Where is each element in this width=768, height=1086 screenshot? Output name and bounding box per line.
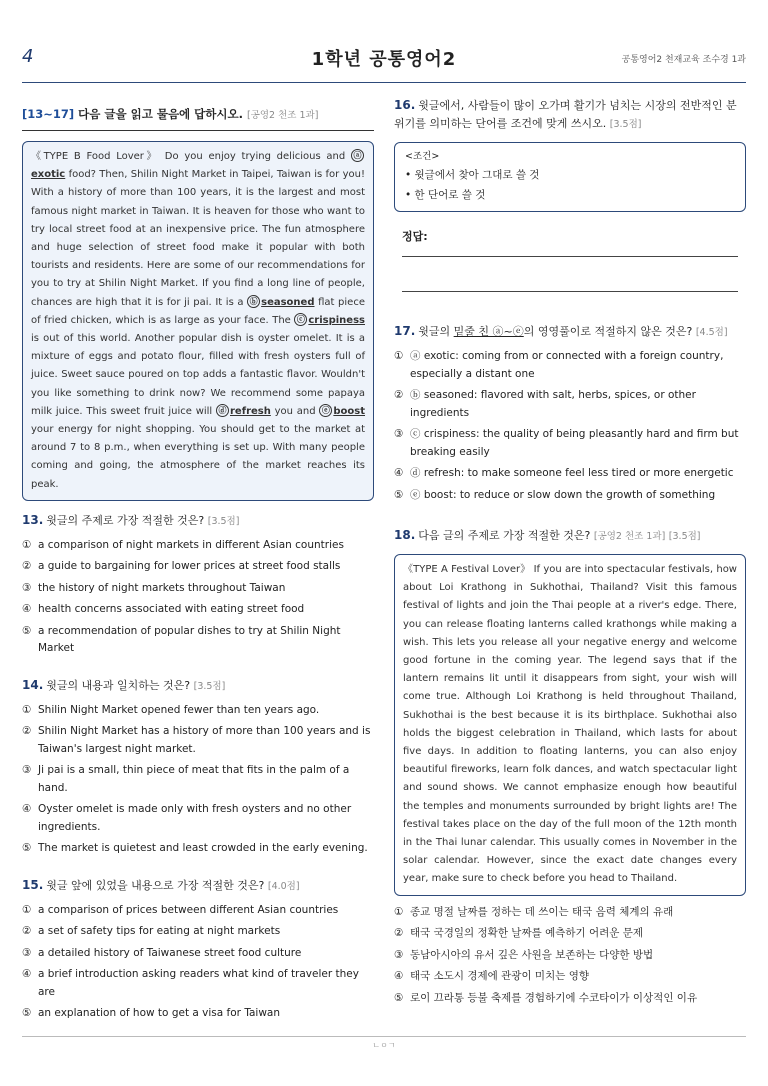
q15-option-4[interactable]: ④ a brief introduction asking readers what kind of traveler they are (22, 968, 359, 998)
q17-option-3[interactable]: ③ ⓒ crispiness: the quality of being pleasantly hard and firm but breaking easily (394, 428, 739, 458)
q17-option-2[interactable]: ② ⓑ seasoned: flavored with salt, herbs, spices, or other ingredients (394, 389, 696, 419)
q13-option-5[interactable]: ⑤ a recommendation of popular dishes to try at Shilin Night Market (22, 624, 341, 655)
q14-option-1[interactable]: ① Shilin Night Market opened fewer than ten years ago. (22, 703, 320, 716)
marker-a-icon: ⓐ (351, 149, 364, 162)
q14-option-2[interactable]: ② Shilin Night Market has a history of more than 100 years and is Taiwan's largest night market. (22, 725, 371, 755)
answer-line-1[interactable] (402, 256, 738, 257)
condition-box (394, 142, 746, 212)
q17-option-5[interactable]: ⑤ ⓔ boost: to reduce or slow down the growth of something (394, 488, 716, 501)
answer-line-2[interactable] (402, 291, 738, 292)
marker-d-icon: ⓓ (216, 404, 229, 417)
question-14 (22, 676, 374, 858)
section-heading (22, 106, 374, 124)
left-column (22, 106, 374, 1027)
q18-option-5[interactable]: ⑤ 로이 끄라통 등불 축제를 경험하기에 수코타이가 이상적인 이유 (394, 991, 698, 1004)
q15-option-5[interactable]: ⑤ an explanation of how to get a visa for Taiwan (22, 1007, 281, 1020)
page-subtitle: 공통영어2 천재교육 조수경 1과 (621, 55, 746, 65)
page-title: 1학년 공통영어2 (311, 49, 457, 70)
underlined-word-a: exotic (31, 169, 66, 181)
question-18-title: 18. 다음 글의 주제로 가장 적절한 것은? [공영2 천조 1과] [3.5점] (394, 528, 701, 542)
section-note: [공영2 천조 1과] (247, 110, 319, 121)
underlined-word-d: refresh (230, 405, 271, 417)
section-rule (22, 130, 374, 131)
answer-label: 정답: (402, 230, 428, 243)
underlined-word-b: seasoned (261, 296, 315, 308)
section-range: [13~17] (22, 107, 75, 121)
footer-mark: ㄴㅇㄱ (372, 1041, 396, 1050)
q17-option-4[interactable]: ④ ⓓ refresh: to make someone feel less tired or more energetic (394, 467, 734, 479)
question-18 (394, 526, 746, 1007)
q15-option-2[interactable]: ② a set of safety tips for eating at night markets (22, 925, 281, 938)
q18-option-1[interactable]: ① 종교 명절 날짜를 정하는 데 쓰이는 태국 음력 체계의 유래 (394, 905, 674, 918)
condition-2: • 한 단어로 쓸 것 (405, 189, 486, 201)
underlined-word-c: crispiness (308, 314, 365, 326)
q18-option-4[interactable]: ④ 태국 소도시 경제에 관광이 미치는 영향 (394, 970, 589, 983)
question-15-title: 15. 윗글 앞에 있었을 내용으로 가장 적절한 것은? [4.0점] (22, 877, 300, 892)
condition-label: <조건> (405, 151, 440, 162)
condition-1: • 윗글에서 찾아 그대로 쓸 것 (405, 169, 540, 181)
section-instruction: 다음 글을 읽고 물음에 답하시오. (78, 107, 243, 121)
underlined-word-e: boost (333, 405, 366, 417)
footer-divider (22, 1036, 746, 1037)
marker-b-icon: ⓑ (247, 295, 260, 308)
q18-option-3[interactable]: ③ 동남아시아의 유서 깊은 사원을 보존하는 다양한 방법 (394, 948, 654, 961)
question-15 (22, 876, 374, 1023)
marker-e-icon: ⓔ (319, 404, 332, 417)
q15-option-3[interactable]: ③ a detailed history of Taiwanese street food culture (22, 946, 302, 959)
q13-option-3[interactable]: ③ the history of night markets throughout Taiwan (22, 581, 286, 594)
q14-option-4[interactable]: ④ Oyster omelet is made only with fresh oysters and no other ingredients. (22, 803, 352, 833)
marker-c-icon: ⓒ (294, 313, 307, 326)
question-14-title: 14. 윗글의 내용과 일치하는 것은? [3.5점] (22, 677, 226, 692)
right-column (394, 96, 746, 1011)
q13-option-4[interactable]: ④ health concerns associated with eating street food (22, 603, 305, 616)
question-13 (22, 511, 374, 658)
page-number: 4 (22, 46, 34, 67)
q14-option-3[interactable]: ③ Ji pai is a small, thin piece of meat that fits in the palm of a hand. (22, 764, 350, 794)
festival-passage: 《TYPE A Festival Lover》 If you are into spectacular festivals, how about Loi Krathong in Sukhothai, Thailand? Visit this famous festival of lights and join the Thai people at a river's edge. There, you can release floating lanterns called krathongs while making a wish. This lets you release all your negative energy and welcome good fortune in the coming year. The legend says that if the lantern remains lit until it disappears from sight, your wish will come true. Although Loi Krathong is held throughout Thailand, Sukhothai is the best because it is its birthplace. Sukhothai also holds the biggest celebration in Thailand, which lasts for about five days. In addition to floating lanterns, you can also enjoy beautiful fireworks, learn folk dances, and watch spectacular light and sound shows. We cannot emphasize enough how beautiful the temples and monuments surrounded by bright lights are! The festival takes place on the day of the full moon of the 12th month in the Thai lunar calendar. This usually comes in November in the solar calendar. However, since the exact date changes every year, make sure to check before you head to Thailand. (394, 554, 746, 896)
q15-option-1[interactable]: ① a comparison of prices between different Asian countries (22, 903, 339, 916)
header-divider (22, 82, 746, 83)
q13-option-2[interactable]: ② a guide to bargaining for lower prices at street food stalls (22, 560, 341, 573)
q17-option-1[interactable]: ① ⓐ exotic: coming from or connected with a foreign country, especially a distant one (394, 350, 724, 380)
question-17 (394, 322, 746, 504)
question-16 (394, 96, 746, 292)
question-17-title: 17. 윗글의 밑줄 친 ⓐ~ⓔ의 영영풀이로 적절하지 않은 것은? [4.5점] (394, 324, 728, 338)
q14-option-5[interactable]: ⑤ The market is quietest and least crowded in the early evening. (22, 842, 368, 855)
q18-option-2[interactable]: ② 태국 국경일의 정확한 날짜를 예측하기 어려운 문제 (394, 927, 644, 940)
q13-option-1[interactable]: ① a comparison of night markets in different Asian countries (22, 538, 344, 551)
question-13-title: 13. 윗글의 주제로 가장 적절한 것은? [3.5점] (22, 512, 240, 527)
reading-passage: 《TYPE B Food Lover》 Do you enjoy trying delicious and ⓐexotic food? Then, Shilin Night Market in Taipei, Taiwan is for you! With a history of more than 100 years, it is the largest and most famous night market in Taiwan. It is heaven for those who want to try local street food at an inexpensive price. The fun atmosphere and huge selection of street food make it popular with both tourists and residents. Here are some of our recommendations for you to try at Shilin Night Market. If you find a long line of people, chances are high that it is for ji pai. It is a ⓑ seasoned flat piece of fried chicken, which is as large as your face. The ⓒ crispiness is out of this world. Another popular dish is oyster omelet. It is a mixture of eggs and potato flour, filled with fresh oysters full of juice. Sweet sauce poured on top adds a fantastic flavor. Wouldn't you like something to drink now? We recommend some papaya milk juice. This sweet fruit juice will ⓓ refresh you and ⓔ boost your energy for night shopping. You should get to the market at around 7 to 8 p.m., when everything is set up. With many people coming and going, the atmosphere of the market reaches its peak. (22, 141, 374, 501)
question-16-title: 16. 윗글에서, 사람들이 많이 오가며 활기가 넘치는 시장의 전반적인 분위기를 의미하는 단어를 조건에 맞게 쓰시오. [3.5점] (394, 98, 737, 130)
